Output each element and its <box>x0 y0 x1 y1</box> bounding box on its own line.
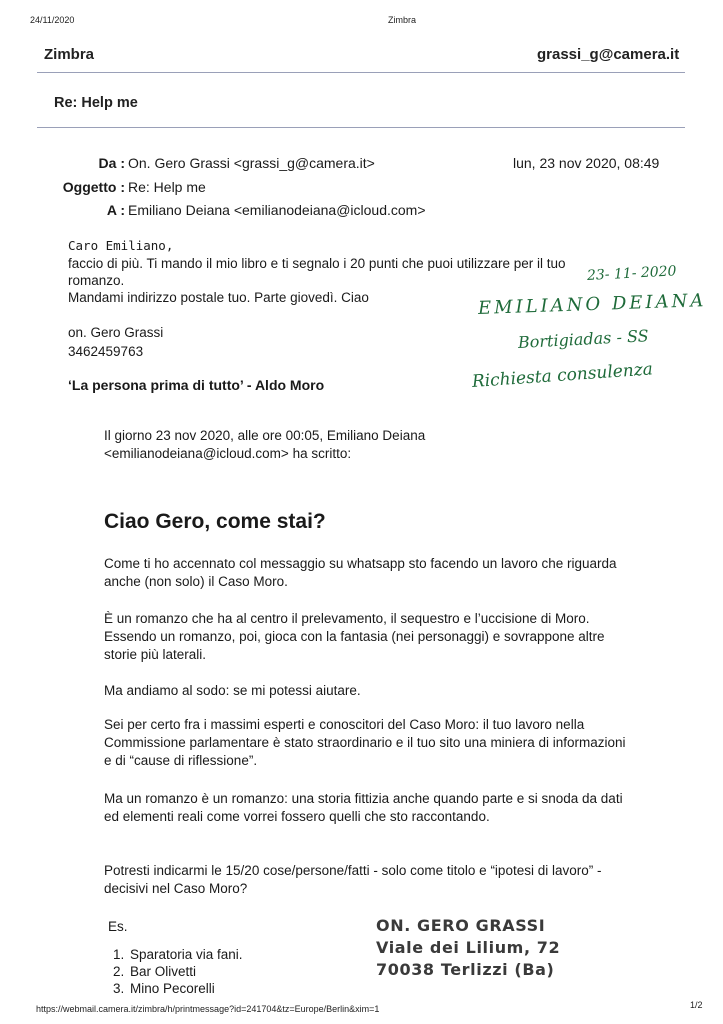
quoted-heading: Ciao Gero, come stai? <box>104 510 326 533</box>
stamp-city: 70038 Terlizzi (Ba) <box>376 960 555 979</box>
quoted-paragraph-1: Come ti ho accennato col messaggio su whatsapp sto facendo un lavoro che riguarda anche (non solo) il Caso Moro. <box>104 556 617 589</box>
quoted-intro-line-2: <emilianodeiana@icloud.com> ha scritto: <box>104 446 352 461</box>
quoted-paragraph-2: È un romanzo che ha al centro il prelevamento, il sequestro e l’uccisione di Moro. Essendo un romanzo, poi, gioca con la fantasia (nei personaggi) e sovrappone altre storie più laterali. <box>104 611 605 662</box>
list-item: 1. Sparatoria via fani. <box>128 946 243 963</box>
date-value: lun, 23 nov 2020, 08:49 <box>513 155 660 171</box>
signature-phone: 3462459763 <box>68 344 144 359</box>
signature-name: on. Gero Grassi <box>68 325 164 340</box>
examples-label: Es. <box>108 919 128 934</box>
list-item: 3. Mino Pecorelli <box>128 980 243 997</box>
handwritten-place: Bortigiadas - SS <box>517 326 650 352</box>
header-divider <box>37 72 685 73</box>
address-stamp <box>376 915 560 981</box>
quoted-paragraph-6: Potresti indicarmi le 15/20 cose/persone/fatti - solo come titolo e “ipotesi di lavoro” - decisivi nel Caso Moro? <box>104 863 602 896</box>
quoted-paragraph-5: Ma un romanzo è un romanzo: una storia fittizia anche quando parte e si snoda da dati ed elementi reali come vorrei fossero quelli che sto raccontando. <box>104 791 623 824</box>
reply-greeting: Caro Emiliano, <box>68 238 174 253</box>
from-value: On. Gero Grassi <grassi_g@camera.it> <box>128 155 375 171</box>
reply-line-3: Mandami indirizzo postale tuo. Parte giovedì. Ciao <box>68 290 369 305</box>
signature-quote: ‘La persona prima di tutto’ - Aldo Moro <box>68 377 325 393</box>
stamp-street: Viale dei Lilium, 72 <box>376 938 561 957</box>
quoted-paragraph-4: Sei per certo fra i massimi esperti e conoscitori del Caso Moro: il tuo lavoro nella Commissione parlamentare è stato straordinario e il tuo sito una miniera di informazioni e di “cause di riflessione”. <box>104 717 626 768</box>
footer-url: https://webmail.camera.it/zimbra/h/printmessage?id=241704&tz=Europe/Berlin&xim=1 <box>36 1004 380 1014</box>
print-title: Zimbra <box>388 15 417 25</box>
print-date: 24/11/2020 <box>30 15 75 25</box>
page-number: 1/2 <box>690 1000 703 1010</box>
reply-line-1: faccio di più. Ti mando il mio libro e ti segnalo i 20 punti che puoi utilizzare per il tuo <box>68 256 566 271</box>
examples-list <box>104 946 243 997</box>
quoted-paragraph-3: Ma andiamo al sodo: se mi potessi aiutare. <box>104 683 361 698</box>
from-label: Da : <box>98 155 125 171</box>
app-name: Zimbra <box>44 46 95 63</box>
stamp-name: ON. GERO GRASSI <box>376 916 546 935</box>
subject-divider <box>37 127 685 128</box>
reply-line-2: romanzo. <box>68 273 125 288</box>
subject-title: Re: Help me <box>54 95 138 111</box>
handwritten-note: Richiesta consulenza <box>471 359 654 392</box>
list-item: 2. Bar Olivetti <box>128 963 243 980</box>
subject-value: Re: Help me <box>128 179 206 195</box>
handwritten-date: 23- 11- 2020 <box>586 263 677 284</box>
to-label: A : <box>106 202 125 218</box>
subject-label: Oggetto : <box>62 179 125 195</box>
account-email: grassi_g@camera.it <box>537 46 680 63</box>
quoted-intro-line-1: Il giorno 23 nov 2020, alle ore 00:05, Emiliano Deiana <box>104 428 426 443</box>
to-value: Emiliano Deiana <emilianodeiana@icloud.com> <box>128 202 426 218</box>
handwritten-name: EMILIANO DEIANA <box>477 290 707 319</box>
